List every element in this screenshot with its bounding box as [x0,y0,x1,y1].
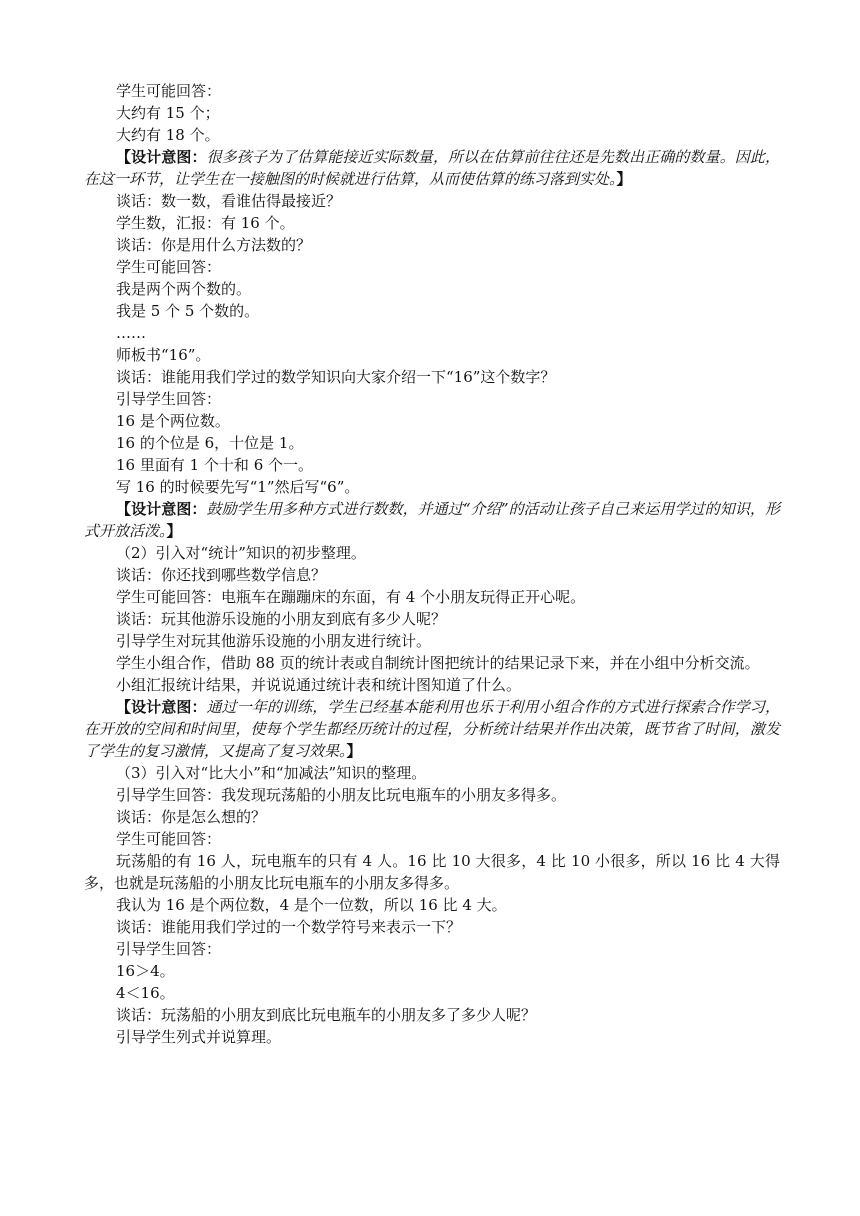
paragraph: 学生数，汇报：有 16 个。 [116,214,295,232]
design-intent-label: 【设计意图： [116,148,207,166]
design-intent-label: 【设计意图： [116,500,207,518]
paragraph: 大约有 15 个； [116,104,220,122]
design-intent-body: 鼓励学生用多种方式进行数数，并通过“介绍”的活动让孩子自己来运用学过的知识，形式开放活泼。 [84,500,780,540]
design-intent-body: 通过一年的训练，学生已经基本能利用也乐于利用小组合作的方式进行探索合作学习，在开放的空间和时间里，使每个学生都经历统计的过程，分析统计结果并作出决策，既节省了时间，激发了学生的复习激情，又提高了复习效果。 [84,698,780,760]
paragraph: 学生可能回答： [116,258,222,276]
paragraph: 我是 5 个 5 个数的。 [116,302,260,320]
design-intent-note [84,146,780,190]
design-intent-body: 很多孩子为了估算能接近实际数量，所以在估算前往往还是先数出正确的数量。因此，在这一环节，让学生在一接触图的时候就进行估算，从而使估算的练习落到实处。 [84,148,780,188]
paragraph: 学生可能回答： [116,830,222,848]
paragraph: 谈话：你还找到哪些数学信息？ [116,566,327,584]
paragraph: 谈话：谁能用我们学过的一个数学符号来表示一下？ [116,918,462,936]
section-heading: （2）引入对“统计”知识的初步整理。 [116,544,366,562]
paragraph: 16 是个两位数。 [116,412,230,430]
paragraph: 玩荡船的有 16 人，玩电瓶车的只有 4 人。16 比 10 大很多，4 比 10 小很多，所以 16 比 4 大得多，也就是玩荡船的小朋友比玩电瓶车的小朋友多得多。 [84,852,780,892]
section-heading: （3）引入对“比大小”和“加减法”知识的整理。 [116,764,427,782]
math-expression: 16＞4。 [116,962,175,980]
paragraph: 谈话：谁能用我们学过的数学知识向大家介绍一下“16”这个数字？ [116,368,556,386]
paragraph: 大约有 18 个。 [116,126,220,144]
paragraph: 谈话：数一数，看谁估得最接近？ [116,192,342,210]
paragraph: 引导学生回答：我发现玩荡船的小朋友比玩电瓶车的小朋友多得多。 [116,786,567,804]
design-intent-note [84,696,780,762]
paragraph: 谈话：玩其他游乐设施的小朋友到底有多少人呢？ [116,610,447,628]
design-intent-close: 】 [346,742,362,760]
paragraph: …… [116,324,146,342]
document-body [84,80,780,1048]
design-intent-close: 】 [166,522,182,540]
design-intent-note [84,498,780,542]
paragraph: 学生小组合作，借助 88 页的统计表或自制统计图把统计的结果记录下来，并在小组中分析交流。 [116,654,760,672]
design-intent-close: 】 [616,170,632,188]
paragraph: 我认为 16 是个两位数，4 是个一位数，所以 16 比 4 大。 [116,896,507,914]
math-expression: 4＜16。 [116,984,175,1002]
paragraph: 引导学生对玩其他游乐设施的小朋友进行统计。 [116,632,432,650]
paragraph: 写 16 的时候要先写“1”然后写“6”。 [116,478,360,496]
paragraph: 谈话：你是怎么想的？ [116,808,267,826]
paragraph: 学生可能回答：电瓶车在蹦蹦床的东面，有 4 个小朋友玩得正开心呢。 [116,588,586,606]
design-intent-label: 【设计意图： [116,698,207,716]
paragraph: 引导学生回答： [116,390,222,408]
paragraph: 谈话：玩荡船的小朋友到底比玩电瓶车的小朋友多了多少人呢？ [116,1006,537,1024]
paragraph: 谈话：你是用什么方法数的？ [116,236,312,254]
paragraph: 引导学生列式并说算理。 [116,1028,282,1046]
paragraph: 师板书“16”。 [116,346,211,364]
paragraph: 引导学生回答： [116,940,222,958]
paragraph: 我是两个两个数的。 [116,280,252,298]
paragraph: 16 的个位是 6，十位是 1。 [116,434,304,452]
paragraph: 小组汇报统计结果，并说说通过统计表和统计图知道了什么。 [116,676,522,694]
paragraph: 16 里面有 1 个十和 6 个一。 [116,456,314,474]
paragraph: 学生可能回答： [116,82,222,100]
